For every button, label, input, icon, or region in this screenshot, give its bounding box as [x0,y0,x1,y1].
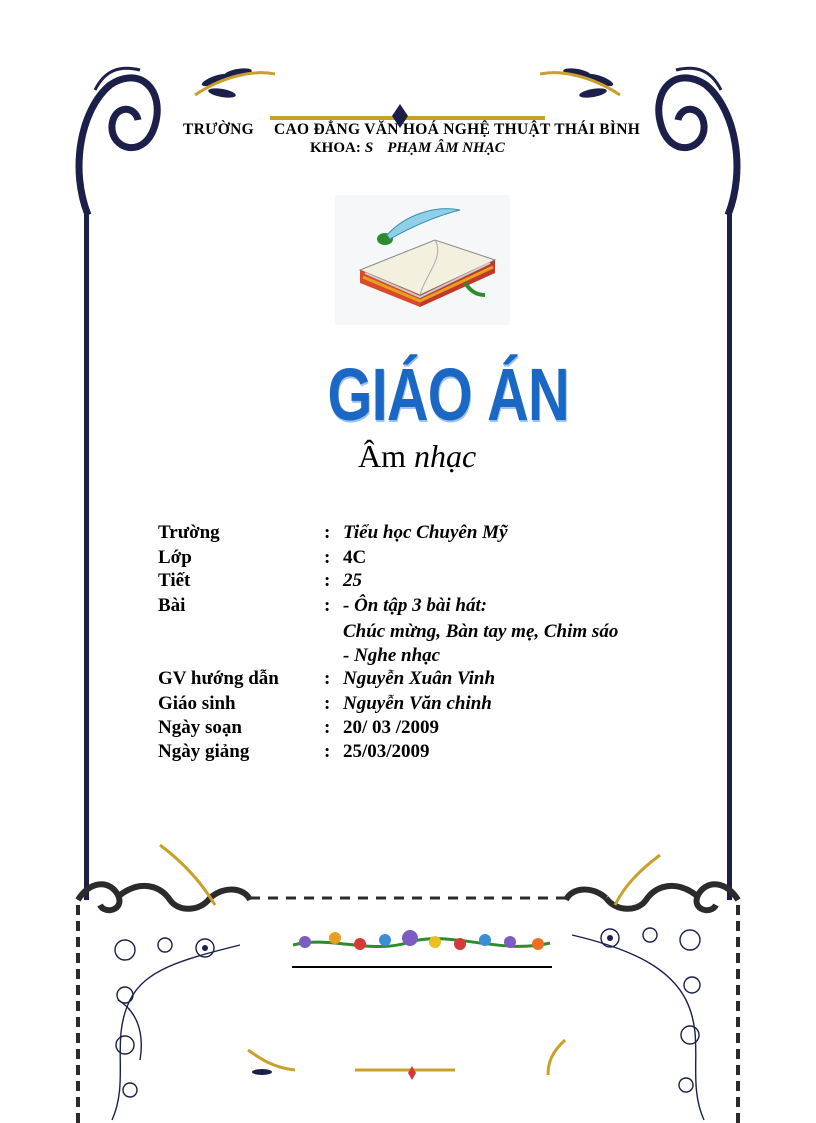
info-label: Lớp [158,547,192,568]
school-name: CAO ĐẲNG VĂN HOÁ NGHỆ THUẬT THÁI BÌNH [273,121,641,138]
page-title: GIÁO ÁN [327,353,569,436]
info-value: - Ôn tập 3 bài hát: [343,595,488,616]
subject-rest: nhạc [414,438,477,474]
faculty-label: KHOA: [310,140,361,156]
floral-corner-right [565,918,710,1123]
info-label: Ngày soạn [158,717,242,738]
info-value: Tiểu học Chuyên Mỹ [343,522,508,543]
faculty-header [310,140,505,157]
faculty-s: S [364,140,374,156]
info-value: 25/03/2009 [343,741,430,762]
info-label: Trường [158,522,220,543]
school-prefix: TRƯỜNG [183,121,254,138]
bottom-ornament-band [78,884,738,910]
info-value: 20/ 03 /2009 [343,717,440,738]
school-header [183,121,743,139]
info-label: Bài [158,595,186,616]
lesson-continuation-1: Chúc mừng, Bàn tay mẹ, Chim sáo [343,621,619,642]
faculty-name: PHẠM ÂM NHẠC [387,140,505,156]
subject-cap: Âm [358,438,406,474]
lesson-continuation-2: - Nghe nhạc [343,645,441,666]
info-value: 4C [343,547,367,568]
info-label: Giáo sinh [158,693,236,714]
info-label: Tiết [158,570,191,591]
info-label: GV hướng dẫn [158,668,279,689]
wheat-ornament-right [540,67,620,100]
info-label: Ngày giảng [158,741,250,762]
info-value: 25 [343,570,362,591]
subject-title [358,438,476,475]
book-quill-icon [335,195,510,325]
flower-garland-icon [293,930,550,950]
wheat-ornament-left [195,67,275,100]
floral-corner-left [102,925,247,1123]
info-value: Nguyễn Xuân Vinh [343,668,496,689]
info-value: Nguyễn Văn chinh [343,693,492,714]
